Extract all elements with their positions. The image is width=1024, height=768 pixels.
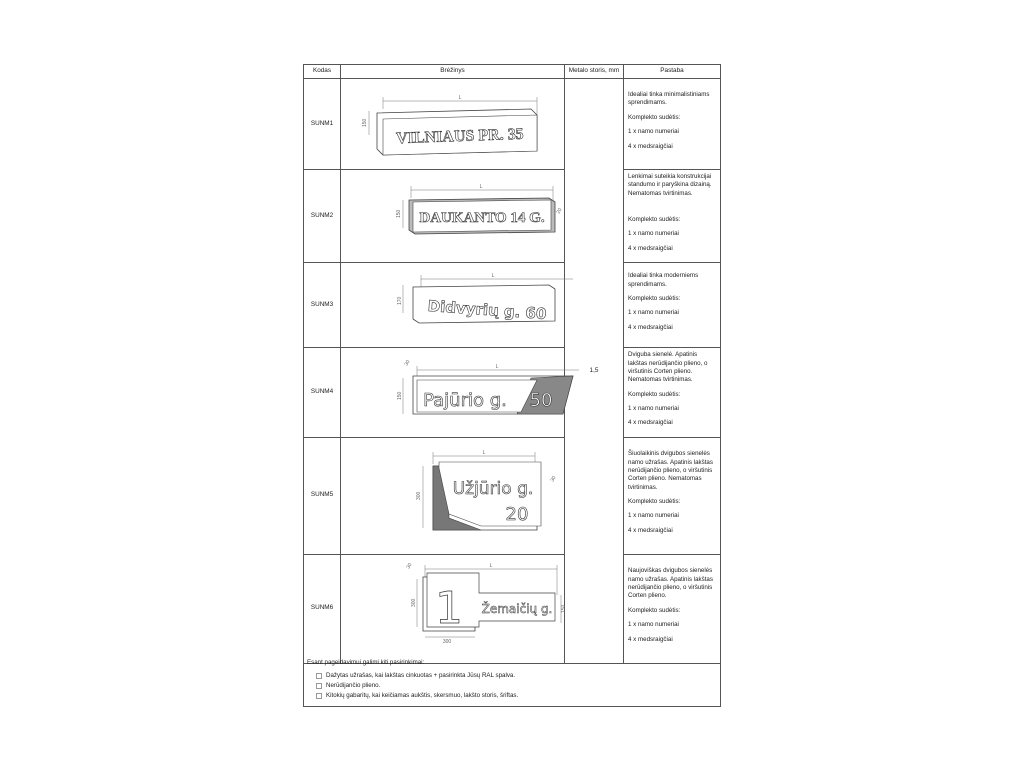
- note-cell: [624, 348, 721, 438]
- note-text: 1 x namo numeriai: [628, 128, 679, 136]
- note-text: Komplekto sudėtis:: [628, 390, 681, 398]
- table-row: [304, 263, 721, 348]
- dim-length-label: L: [495, 364, 499, 371]
- table-row: [304, 348, 721, 438]
- table-row: [304, 437, 721, 554]
- plate-text-street: Užjūrio g.: [452, 478, 534, 499]
- note-cell: [624, 79, 721, 170]
- options-intro: Esant pageidavimui galimi kiti pasirinkimai:: [307, 659, 425, 666]
- row-code: SUNM6: [304, 554, 341, 663]
- header-drawing: Brėžinys: [341, 65, 565, 79]
- note-text: Komplekto sudėtis:: [628, 498, 681, 506]
- note-text: Komplekto sudėtis:: [628, 294, 681, 302]
- plate-drawing-sunm3: [341, 263, 564, 347]
- option-text: Dažytas užrašas, kai lakštas cinkuotas + pasirinkta Jūsų RAL spalva.: [326, 671, 516, 679]
- note-text: Šiuolaikinis dvigubos sienelės namo užrašas. Apatinis lakštas nerūdijančio plieno, o viršutinis Corten plieno. Nematomas tvirtinimas.: [628, 450, 713, 491]
- plate-text: DAUKANTO 14 G.: [419, 210, 545, 227]
- row-code: SUNM3: [304, 263, 341, 348]
- row-code: SUNM4: [304, 348, 341, 438]
- plate-drawing-sunm6: [341, 555, 567, 663]
- dim-small-height-label: 150: [561, 604, 567, 613]
- plate-text: VILNIAUS PR. 35: [395, 125, 524, 148]
- document-page: [303, 64, 721, 704]
- row-code: SUNM1: [304, 79, 341, 170]
- plate-drawing-sunm4: [341, 348, 564, 436]
- dim-depth-label: 30: [405, 561, 414, 570]
- note-text: Idealiai tinka minimalistiniams sprendimams.: [628, 91, 710, 107]
- options-section: [303, 656, 721, 707]
- dim-length-label: L: [482, 449, 486, 456]
- header-thickness: Metalo storis, mm: [565, 65, 624, 79]
- bullet-box-icon: [316, 683, 322, 689]
- product-spec-table: [303, 64, 721, 664]
- plate-drawing-sunm1: [341, 79, 564, 169]
- row-code: SUNM2: [304, 170, 341, 263]
- note-text: 4 x medsraigčiai: [628, 142, 673, 150]
- table-row: [304, 79, 721, 170]
- note-cell: [624, 437, 721, 554]
- drawing-cell: [341, 348, 565, 438]
- plate-text-number: 1: [435, 582, 463, 634]
- note-text: 4 x medsraigčiai: [628, 635, 673, 643]
- plate-drawing-sunm5: [341, 438, 564, 554]
- drawing-cell: [341, 263, 565, 348]
- note-cell: [624, 170, 721, 263]
- header-note: Pastaba: [624, 65, 721, 79]
- note-text: 1 x namo numeriai: [628, 621, 679, 629]
- table-row: [304, 170, 721, 263]
- plate-drawing-sunm2: [341, 170, 564, 262]
- dim-length-label: L: [489, 562, 493, 569]
- note-text: 4 x medsraigčiai: [628, 244, 673, 252]
- dim-height-label: 150: [396, 209, 402, 219]
- note-text: 4 x medsraigčiai: [628, 419, 673, 427]
- note-text: 1 x namo numeriai: [628, 404, 679, 412]
- drawing-cell: [341, 554, 565, 663]
- dim-depth-label: 20: [555, 207, 564, 216]
- metal-thickness: 1,5: [565, 79, 624, 664]
- plate-text-street: Pajūrio g.: [423, 390, 507, 412]
- option-text: Nerūdijančio plieno.: [326, 681, 381, 689]
- bullet-box-icon: [316, 693, 322, 699]
- note-text: 4 x medsraigčiai: [628, 323, 673, 331]
- dim-height-label: 150: [397, 392, 403, 401]
- dim-depth-label: 30: [403, 359, 412, 368]
- header-code: Kodas: [304, 65, 341, 79]
- note-text: Idealiai tinka moderniems sprendimams.: [628, 272, 699, 288]
- options-list: [304, 671, 720, 701]
- dim-length-label: L: [458, 95, 462, 101]
- note-text: 1 x namo numeriai: [628, 230, 679, 238]
- note-cell: [624, 263, 721, 348]
- dim-length-label: L: [479, 184, 483, 191]
- list-item: [316, 671, 720, 681]
- option-text: Kitokių gabaritų, kai keičiamas aukštis, skersmuo, lakšto storis, šriftas.: [326, 691, 519, 699]
- table-row: [304, 554, 721, 663]
- dim-width-label: 300: [442, 638, 452, 645]
- note-text: Komplekto sudėtis:: [628, 113, 681, 121]
- drawing-cell: [341, 170, 565, 263]
- note-text: 1 x namo numeriai: [628, 512, 679, 520]
- plate-text: Didvyrių g. 60: [427, 297, 547, 324]
- drawing-cell: [341, 437, 565, 554]
- dim-length-label: L: [491, 273, 495, 280]
- dim-height-label: 150: [362, 118, 368, 127]
- note-text: 4 x medsraigčiai: [628, 526, 673, 534]
- dim-height-label: 170: [397, 296, 403, 306]
- dim-depth-label: 30: [549, 474, 558, 483]
- drawing-cell: [341, 79, 565, 170]
- plate-text-street: Žemaičių g.: [481, 601, 553, 616]
- list-item: [316, 691, 720, 701]
- plate-text-number: 20: [505, 503, 529, 525]
- note-text: Komplekto sudėtis:: [628, 606, 681, 614]
- note-text: Naujoviškas dvigubos sienelės namo užrašas. Apatinis lakštas nerūdijančio plieno, o viršutinis Corten plieno.: [628, 567, 713, 600]
- table-header-row: [304, 65, 721, 79]
- note-text: Komplekto sudėtis:: [628, 216, 681, 224]
- list-item: [316, 681, 720, 691]
- row-code: SUNM5: [304, 437, 341, 554]
- dim-height-label: 300: [411, 598, 417, 607]
- plate-text-number: 50: [529, 390, 553, 412]
- note-text: Lenkimai suteikia konstrukcijai standumo ir paryškina dizainą. Nematomas tvirtinimas.: [628, 173, 712, 197]
- bullet-box-icon: [316, 673, 322, 679]
- note-text: Dviguba sienelė. Apatinis lakštas nerūdijančio plieno, o viršutinis Corten plieno. Nematomas tvirtinimas.: [628, 351, 708, 384]
- note-cell: [624, 554, 721, 663]
- dim-height-label: 300: [416, 491, 422, 500]
- note-text: 1 x namo numeriai: [628, 309, 679, 317]
